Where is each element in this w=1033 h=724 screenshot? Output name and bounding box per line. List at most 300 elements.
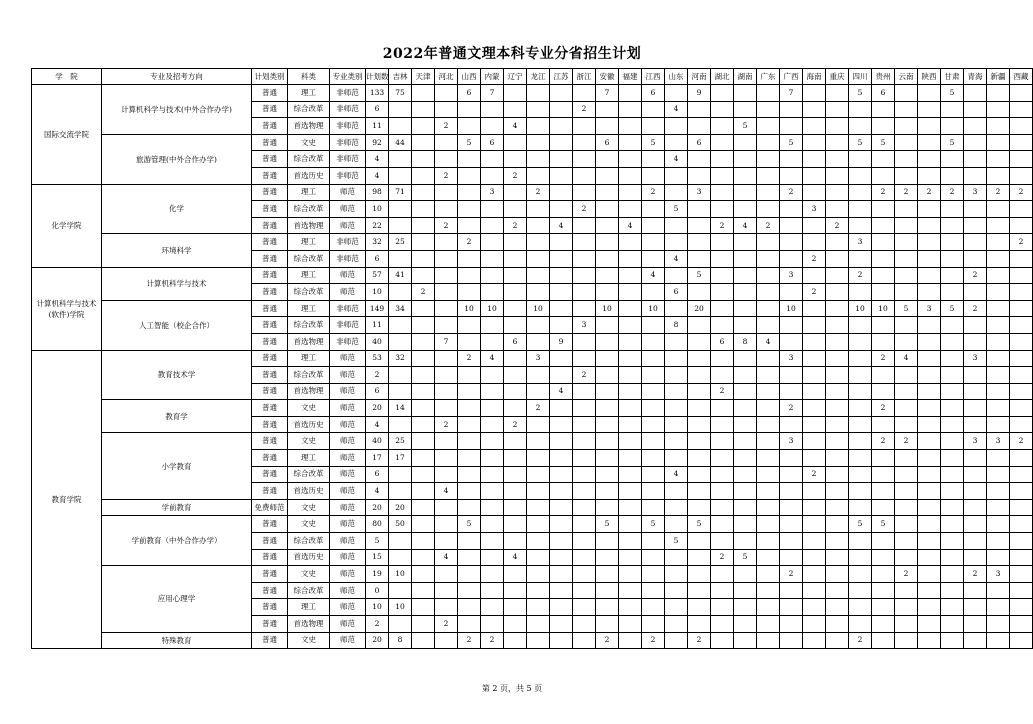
table-cell xyxy=(550,267,573,284)
table-cell xyxy=(550,516,573,533)
table-cell xyxy=(803,499,826,516)
table-cell xyxy=(481,151,504,168)
table-cell: 2 xyxy=(780,400,803,417)
table-cell xyxy=(504,101,527,118)
table-row xyxy=(32,134,1033,151)
table-cell xyxy=(458,317,481,334)
table-cell xyxy=(711,416,734,433)
table-cell xyxy=(826,267,849,284)
table-cell xyxy=(688,582,711,599)
column-header: 甘肃 xyxy=(941,69,964,85)
table-cell: 5 xyxy=(849,85,872,102)
table-cell xyxy=(964,367,987,384)
table-cell xyxy=(550,234,573,251)
table-cell xyxy=(872,201,895,218)
table-cell xyxy=(734,85,757,102)
table-cell xyxy=(918,516,941,533)
table-cell xyxy=(412,383,435,400)
table-cell xyxy=(596,350,619,367)
table-cell: 普通 xyxy=(252,433,288,450)
table-cell xyxy=(619,549,642,566)
table-cell: 20 xyxy=(366,400,389,417)
table-cell xyxy=(619,151,642,168)
table-cell xyxy=(826,566,849,583)
table-cell: 34 xyxy=(389,300,412,317)
table-cell xyxy=(688,367,711,384)
table-cell xyxy=(412,300,435,317)
table-cell xyxy=(665,582,688,599)
table-cell: 2 xyxy=(573,367,596,384)
table-cell xyxy=(458,533,481,550)
table-cell xyxy=(941,516,964,533)
table-cell xyxy=(987,483,1010,500)
table-cell: 5 xyxy=(941,85,964,102)
table-cell xyxy=(780,217,803,234)
table-cell xyxy=(596,234,619,251)
table-cell xyxy=(619,383,642,400)
table-cell xyxy=(711,284,734,301)
table-cell xyxy=(964,383,987,400)
table-cell xyxy=(573,616,596,633)
table-cell xyxy=(757,549,780,566)
table-cell xyxy=(481,400,504,417)
table-cell: 17 xyxy=(366,450,389,467)
table-cell xyxy=(803,533,826,550)
table-cell xyxy=(458,101,481,118)
table-cell xyxy=(688,284,711,301)
table-cell: 5 xyxy=(458,516,481,533)
table-cell xyxy=(918,85,941,102)
table-cell xyxy=(964,317,987,334)
table-cell xyxy=(941,416,964,433)
table-cell xyxy=(1010,549,1033,566)
table-cell xyxy=(596,599,619,616)
table-cell: 2 xyxy=(895,184,918,201)
table-cell xyxy=(1010,566,1033,583)
table-cell xyxy=(849,317,872,334)
table-cell xyxy=(504,466,527,483)
table-cell xyxy=(780,250,803,267)
table-cell xyxy=(688,217,711,234)
table-cell: 理工 xyxy=(288,300,330,317)
table-cell xyxy=(389,616,412,633)
table-cell xyxy=(734,466,757,483)
table-cell xyxy=(389,416,412,433)
table-cell xyxy=(872,533,895,550)
table-cell: 6 xyxy=(872,85,895,102)
table-cell xyxy=(987,466,1010,483)
table-cell xyxy=(964,466,987,483)
table-cell xyxy=(412,599,435,616)
table-cell xyxy=(619,201,642,218)
table-cell xyxy=(642,549,665,566)
table-cell xyxy=(527,250,550,267)
table-cell xyxy=(734,317,757,334)
table-cell xyxy=(642,433,665,450)
table-cell: 非师范 xyxy=(330,333,366,350)
table-cell xyxy=(711,566,734,583)
table-cell: 免费师范 xyxy=(252,499,288,516)
table-cell: 首选物理 xyxy=(288,333,330,350)
table-cell xyxy=(619,250,642,267)
table-cell xyxy=(780,599,803,616)
table-cell: 普通 xyxy=(252,250,288,267)
table-cell xyxy=(412,151,435,168)
table-cell: 理工 xyxy=(288,267,330,284)
table-cell: 理工 xyxy=(288,350,330,367)
table-cell: 普通 xyxy=(252,317,288,334)
table-cell: 5 xyxy=(665,533,688,550)
table-cell: 文史 xyxy=(288,632,330,649)
table-cell xyxy=(987,85,1010,102)
table-cell: 2 xyxy=(941,184,964,201)
table-cell xyxy=(435,267,458,284)
table-cell xyxy=(757,533,780,550)
table-cell: 2 xyxy=(1010,184,1033,201)
table-cell xyxy=(412,499,435,516)
table-cell xyxy=(665,433,688,450)
table-cell xyxy=(918,416,941,433)
table-cell: 5 xyxy=(642,516,665,533)
table-cell: 3 xyxy=(918,300,941,317)
table-cell xyxy=(964,118,987,135)
table-cell xyxy=(596,167,619,184)
table-cell xyxy=(665,483,688,500)
table-cell: 7 xyxy=(780,85,803,102)
table-cell xyxy=(389,201,412,218)
table-cell xyxy=(780,483,803,500)
table-cell: 75 xyxy=(389,85,412,102)
table-cell: 10 xyxy=(596,300,619,317)
table-cell: 师范 xyxy=(330,466,366,483)
column-header: 辽宁 xyxy=(504,69,527,85)
table-cell xyxy=(389,582,412,599)
table-cell: 10 xyxy=(780,300,803,317)
table-cell xyxy=(987,267,1010,284)
table-cell: 普通 xyxy=(252,450,288,467)
table-cell: 普通 xyxy=(252,85,288,102)
table-cell xyxy=(987,499,1010,516)
table-cell xyxy=(803,267,826,284)
table-cell xyxy=(550,250,573,267)
table-cell xyxy=(504,483,527,500)
table-row xyxy=(32,267,1033,284)
table-cell: 2 xyxy=(826,217,849,234)
table-cell xyxy=(849,499,872,516)
table-cell: 综合改革 xyxy=(288,250,330,267)
table-cell: 师范 xyxy=(330,367,366,384)
table-cell xyxy=(918,350,941,367)
table-cell xyxy=(642,400,665,417)
table-cell: 2 xyxy=(872,184,895,201)
table-cell xyxy=(527,499,550,516)
table-cell xyxy=(527,234,550,251)
table-cell xyxy=(964,234,987,251)
table-cell xyxy=(895,85,918,102)
table-cell xyxy=(688,599,711,616)
table-cell xyxy=(964,499,987,516)
table-row xyxy=(32,400,1033,417)
table-cell: 非师范 xyxy=(330,151,366,168)
table-cell xyxy=(596,333,619,350)
table-cell xyxy=(895,151,918,168)
table-cell xyxy=(642,350,665,367)
table-cell xyxy=(389,151,412,168)
table-cell xyxy=(527,367,550,384)
table-cell xyxy=(849,566,872,583)
table-cell xyxy=(688,234,711,251)
table-cell xyxy=(895,118,918,135)
table-cell xyxy=(826,134,849,151)
table-cell xyxy=(964,483,987,500)
table-cell xyxy=(481,267,504,284)
table-cell xyxy=(573,599,596,616)
table-cell xyxy=(573,333,596,350)
table-cell xyxy=(573,383,596,400)
table-cell xyxy=(665,599,688,616)
table-cell xyxy=(987,167,1010,184)
table-cell xyxy=(826,400,849,417)
table-cell: 5 xyxy=(596,516,619,533)
table-cell xyxy=(941,616,964,633)
table-cell: 综合改革 xyxy=(288,201,330,218)
table-cell: 文史 xyxy=(288,134,330,151)
table-cell xyxy=(918,566,941,583)
table-cell xyxy=(895,499,918,516)
table-cell: 综合改革 xyxy=(288,533,330,550)
table-cell xyxy=(435,151,458,168)
table-cell xyxy=(964,201,987,218)
table-cell: 2 xyxy=(481,632,504,649)
table-cell xyxy=(918,450,941,467)
table-cell: 师范 xyxy=(330,201,366,218)
table-cell xyxy=(826,616,849,633)
table-cell: 非师范 xyxy=(330,118,366,135)
table-cell xyxy=(734,582,757,599)
table-cell xyxy=(826,433,849,450)
table-cell xyxy=(527,466,550,483)
table-cell xyxy=(527,118,550,135)
table-cell xyxy=(872,566,895,583)
table-cell xyxy=(941,234,964,251)
table-cell xyxy=(872,499,895,516)
table-cell xyxy=(596,383,619,400)
table-cell: 10 xyxy=(366,599,389,616)
table-cell: 5 xyxy=(366,533,389,550)
table-cell xyxy=(389,101,412,118)
table-cell xyxy=(734,499,757,516)
table-cell xyxy=(964,616,987,633)
table-cell xyxy=(803,151,826,168)
table-cell xyxy=(435,350,458,367)
table-cell xyxy=(780,450,803,467)
table-cell xyxy=(504,367,527,384)
table-cell xyxy=(573,118,596,135)
table-cell xyxy=(803,416,826,433)
table-cell xyxy=(458,383,481,400)
table-cell xyxy=(757,483,780,500)
table-cell xyxy=(941,333,964,350)
table-cell: 80 xyxy=(366,516,389,533)
table-cell xyxy=(619,516,642,533)
table-cell: 普通 xyxy=(252,134,288,151)
major-cell: 学前教育 xyxy=(102,499,252,516)
table-cell xyxy=(481,499,504,516)
table-cell xyxy=(803,632,826,649)
table-cell xyxy=(803,85,826,102)
table-cell xyxy=(619,616,642,633)
table-cell xyxy=(826,383,849,400)
table-cell xyxy=(895,217,918,234)
table-cell: 5 xyxy=(849,134,872,151)
table-cell xyxy=(711,85,734,102)
table-cell xyxy=(711,599,734,616)
table-cell: 2 xyxy=(435,616,458,633)
table-cell xyxy=(642,566,665,583)
major-cell: 学前教育（中外合作办学） xyxy=(102,516,252,566)
table-cell: 非师范 xyxy=(330,300,366,317)
table-cell: 非师范 xyxy=(330,250,366,267)
table-cell: 2 xyxy=(527,184,550,201)
table-cell: 2 xyxy=(711,217,734,234)
table-cell xyxy=(987,201,1010,218)
table-cell xyxy=(757,466,780,483)
table-cell xyxy=(458,416,481,433)
table-cell xyxy=(642,483,665,500)
table-cell: 6 xyxy=(458,85,481,102)
table-cell xyxy=(435,250,458,267)
table-cell xyxy=(642,201,665,218)
table-cell xyxy=(826,118,849,135)
table-cell xyxy=(826,101,849,118)
table-cell xyxy=(458,167,481,184)
table-cell: 2 xyxy=(987,184,1010,201)
table-cell xyxy=(757,151,780,168)
table-cell xyxy=(964,400,987,417)
table-cell xyxy=(504,151,527,168)
table-cell xyxy=(711,582,734,599)
table-cell xyxy=(527,599,550,616)
table-cell xyxy=(665,400,688,417)
table-cell xyxy=(619,632,642,649)
table-cell xyxy=(711,450,734,467)
table-cell xyxy=(734,167,757,184)
table-cell xyxy=(481,201,504,218)
table-cell xyxy=(435,632,458,649)
table-cell: 5 xyxy=(734,549,757,566)
table-cell: 5 xyxy=(734,118,757,135)
table-cell: 师范 xyxy=(330,566,366,583)
table-cell xyxy=(458,250,481,267)
table-cell xyxy=(918,616,941,633)
table-cell xyxy=(757,350,780,367)
college-cell: 化学学院 xyxy=(32,184,102,267)
table-cell xyxy=(527,616,550,633)
table-cell xyxy=(711,616,734,633)
table-cell xyxy=(826,284,849,301)
table-cell: 4 xyxy=(550,217,573,234)
major-cell: 计算机科学与技术 xyxy=(102,267,252,300)
table-cell xyxy=(964,151,987,168)
table-cell xyxy=(412,250,435,267)
table-cell xyxy=(550,433,573,450)
table-cell: 6 xyxy=(481,134,504,151)
table-cell xyxy=(619,466,642,483)
table-cell xyxy=(688,118,711,135)
table-cell xyxy=(803,483,826,500)
table-cell: 10 xyxy=(849,300,872,317)
table-cell xyxy=(826,632,849,649)
table-cell: 普通 xyxy=(252,167,288,184)
table-cell: 普通 xyxy=(252,616,288,633)
table-cell xyxy=(458,499,481,516)
table-cell xyxy=(504,450,527,467)
table-cell: 2 xyxy=(872,400,895,417)
table-cell xyxy=(435,566,458,583)
table-cell xyxy=(435,184,458,201)
table-cell: 25 xyxy=(389,234,412,251)
table-cell xyxy=(895,101,918,118)
table-cell xyxy=(918,267,941,284)
table-cell xyxy=(780,151,803,168)
table-cell: 71 xyxy=(389,184,412,201)
table-cell xyxy=(573,134,596,151)
table-cell xyxy=(964,582,987,599)
table-cell xyxy=(412,466,435,483)
table-cell: 5 xyxy=(895,300,918,317)
table-cell xyxy=(688,466,711,483)
table-cell: 文史 xyxy=(288,499,330,516)
table-cell xyxy=(918,632,941,649)
table-cell xyxy=(435,533,458,550)
table-cell xyxy=(918,483,941,500)
table-cell xyxy=(895,516,918,533)
table-cell: 5 xyxy=(458,134,481,151)
column-header: 广东 xyxy=(757,69,780,85)
table-cell: 首选历史 xyxy=(288,483,330,500)
table-cell xyxy=(918,151,941,168)
table-cell: 50 xyxy=(389,516,412,533)
table-cell xyxy=(458,367,481,384)
table-cell: 非师范 xyxy=(330,317,366,334)
table-cell xyxy=(642,582,665,599)
table-cell: 32 xyxy=(366,234,389,251)
table-cell xyxy=(389,217,412,234)
table-cell: 普通 xyxy=(252,599,288,616)
table-cell: 2 xyxy=(849,632,872,649)
table-cell: 3 xyxy=(573,317,596,334)
table-cell xyxy=(803,118,826,135)
table-cell xyxy=(941,367,964,384)
table-cell xyxy=(964,333,987,350)
major-cell: 环境科学 xyxy=(102,234,252,267)
table-cell: 6 xyxy=(596,134,619,151)
table-cell xyxy=(412,549,435,566)
table-cell xyxy=(619,118,642,135)
table-cell xyxy=(803,134,826,151)
table-cell: 师范 xyxy=(330,499,366,516)
table-cell xyxy=(550,300,573,317)
table-cell xyxy=(803,433,826,450)
table-cell xyxy=(872,267,895,284)
table-cell: 2 xyxy=(504,167,527,184)
table-cell xyxy=(642,167,665,184)
table-cell: 普通 xyxy=(252,234,288,251)
table-cell xyxy=(550,582,573,599)
table-cell xyxy=(504,499,527,516)
table-cell xyxy=(573,267,596,284)
table-cell xyxy=(573,516,596,533)
